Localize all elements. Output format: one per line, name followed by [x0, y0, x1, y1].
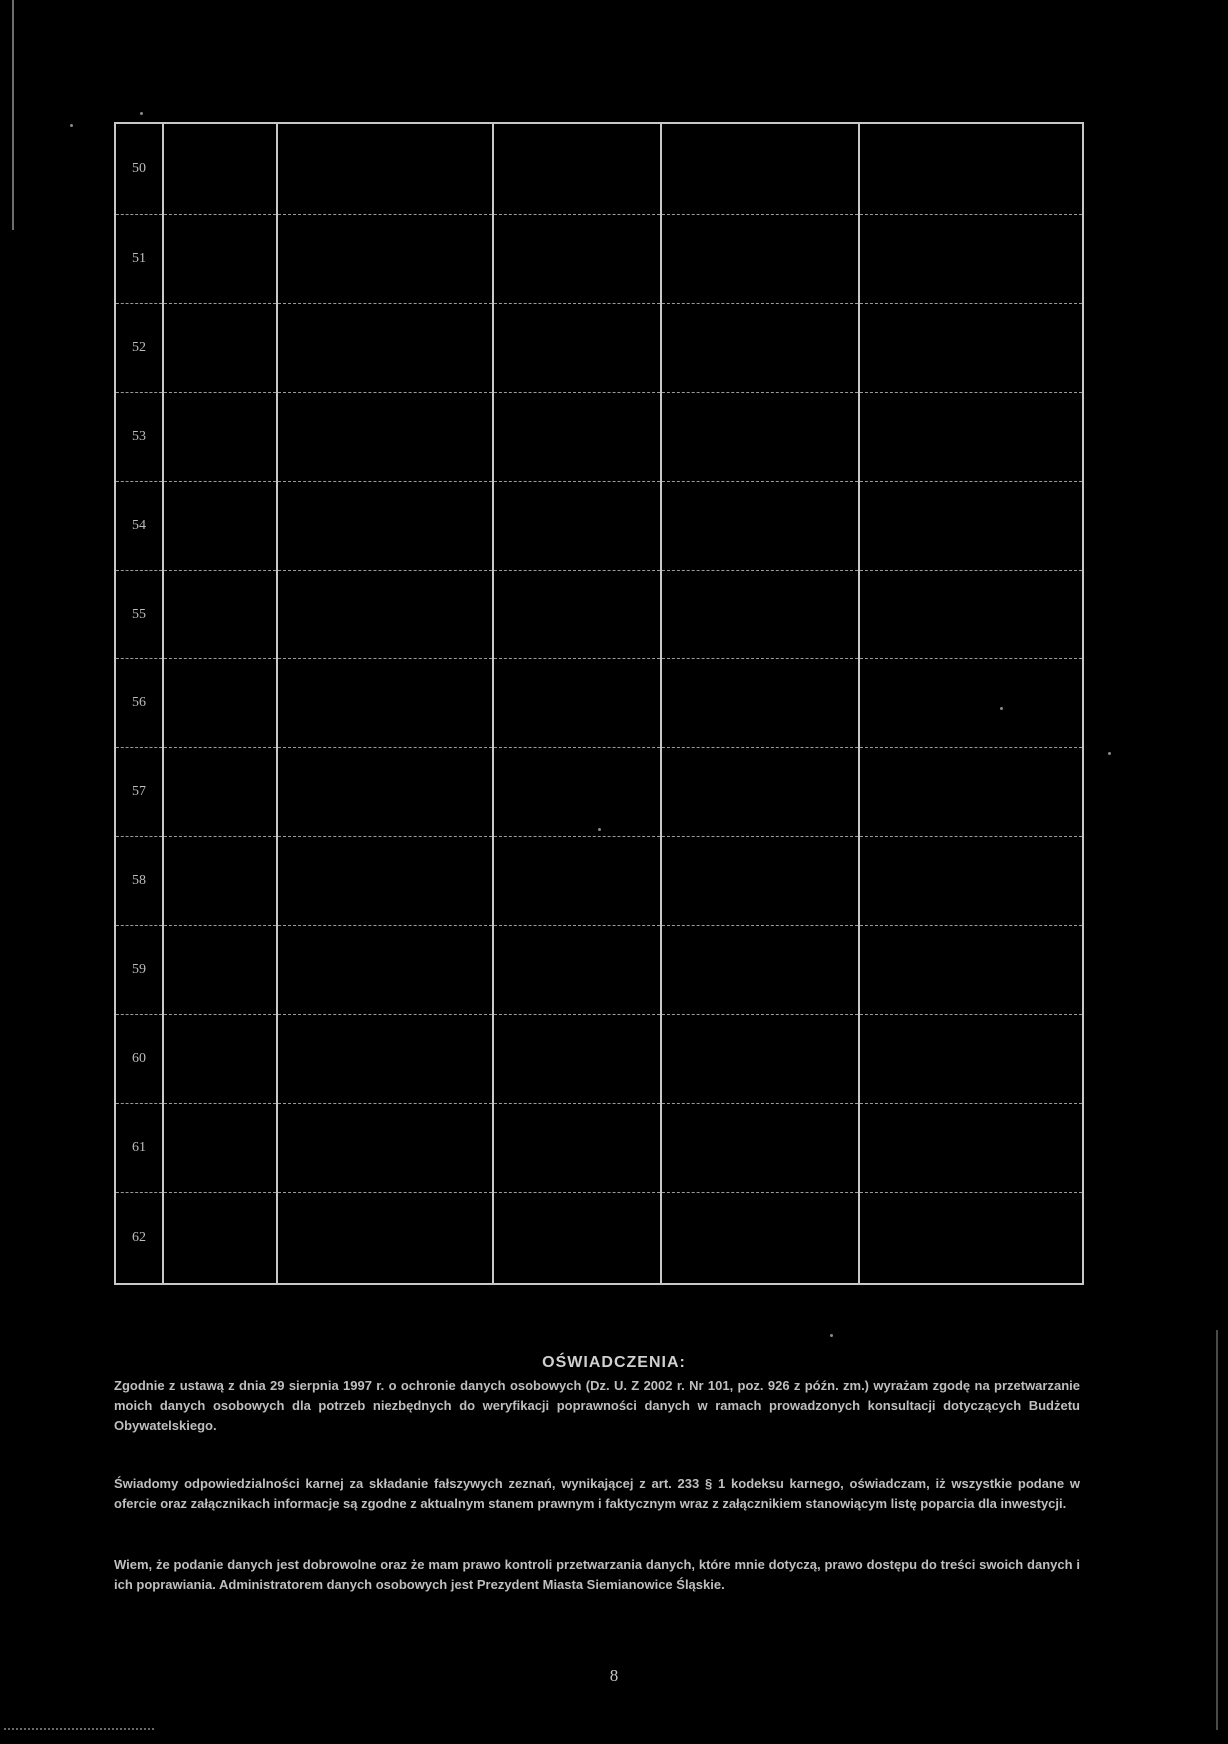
table-cell [277, 123, 493, 215]
scan-speck [1108, 752, 1111, 755]
row-number: 54 [115, 481, 163, 570]
table-cell [163, 926, 277, 1015]
table-cell [277, 570, 493, 659]
scan-speck [830, 1334, 833, 1337]
table-cell [661, 570, 859, 659]
table-cell [859, 837, 1083, 926]
table-cell [661, 1015, 859, 1104]
row-number: 55 [115, 570, 163, 659]
row-number: 56 [115, 659, 163, 748]
scan-speck [140, 112, 143, 115]
table-row [115, 215, 1083, 304]
table-cell [163, 570, 277, 659]
table-cell [277, 303, 493, 392]
table-cell [163, 837, 277, 926]
table-cell [277, 1192, 493, 1284]
table-cell [493, 659, 661, 748]
table-cell [493, 303, 661, 392]
row-number: 52 [115, 303, 163, 392]
table-cell [163, 123, 277, 215]
page-number: 8 [609, 1666, 619, 1685]
table-row [115, 1192, 1083, 1284]
table-cell [493, 215, 661, 304]
table-cell [859, 926, 1083, 1015]
row-number: 62 [115, 1192, 163, 1284]
table-cell [277, 481, 493, 570]
row-number: 58 [115, 837, 163, 926]
table-cell [493, 481, 661, 570]
table-cell [859, 123, 1083, 215]
table-cell [163, 659, 277, 748]
scan-speck [70, 124, 73, 127]
table-cell [661, 481, 859, 570]
table-cell [661, 215, 859, 304]
table-cell [493, 748, 661, 837]
table-cell [859, 570, 1083, 659]
table-row [115, 748, 1083, 837]
table-row [115, 1103, 1083, 1192]
statement-data-rights: Wiem, że podanie danych jest dobrowolne oraz że mam prawo kontroli przetwarzania danych, które mnie dotyczą, prawo dostępu do treści swoich danych i ich poprawiania. Administratorem danych osobowych jest Prezydent Miasta Siemianowice Śląskie. [114, 1557, 1080, 1592]
table-row [115, 303, 1083, 392]
row-number: 53 [115, 392, 163, 481]
statement-liability: Świadomy odpowiedzialności karnej za składanie fałszywych zeznań, wynikającej z art. 233 § 1 kodeksu karnego, oświadczam, iż wszystkie podane w ofercie oraz załącznikach informacje są zgodne z aktualnym stanem prawnym i faktycznym wraz z załącznikiem stanowiącym listę poparcia dla inwestycji. [114, 1476, 1080, 1511]
signature-grid [114, 122, 1084, 1285]
table-cell [493, 123, 661, 215]
table-cell [493, 392, 661, 481]
table-cell [859, 1015, 1083, 1104]
table-cell [661, 837, 859, 926]
statements-title: OŚWIADCZENIA: [542, 1354, 686, 1371]
table-row [115, 481, 1083, 570]
table-cell [661, 1103, 859, 1192]
table-cell [277, 1103, 493, 1192]
table-cell [277, 748, 493, 837]
table-cell [661, 123, 859, 215]
row-number: 51 [115, 215, 163, 304]
table-cell [277, 392, 493, 481]
table-cell [859, 303, 1083, 392]
table-cell [859, 215, 1083, 304]
table-cell [277, 1015, 493, 1104]
table-row [115, 123, 1083, 215]
table-cell [163, 1103, 277, 1192]
table-cell [661, 1192, 859, 1284]
table-cell [859, 481, 1083, 570]
table-cell [493, 1192, 661, 1284]
table-cell [277, 837, 493, 926]
table-cell [163, 481, 277, 570]
table-cell [163, 392, 277, 481]
row-number: 61 [115, 1103, 163, 1192]
table-cell [859, 1192, 1083, 1284]
table-cell [493, 570, 661, 659]
table-cell [163, 1192, 277, 1284]
table-cell [661, 303, 859, 392]
table-row [115, 926, 1083, 1015]
row-number: 59 [115, 926, 163, 1015]
table-cell [493, 926, 661, 1015]
table-cell [277, 215, 493, 304]
table-cell [859, 1103, 1083, 1192]
signature-grid-body [115, 123, 1083, 1284]
table-cell [277, 926, 493, 1015]
table-cell [493, 1103, 661, 1192]
row-number: 57 [115, 748, 163, 837]
table-cell [859, 659, 1083, 748]
table-cell [859, 748, 1083, 837]
statement-data-consent: Zgodnie z ustawą z dnia 29 sierpnia 1997 r. o ochronie danych osobowych (Dz. U. Z 2002 r. Nr 101, poz. 926 z późn. zm.) wyrażam zgodę na przetwarzanie moich danych osobowych dla potrzeb niezbędnych do weryfikacji poprawności danych w ramach prowadzonych konsultacji dotyczących Budżetu Obywatelskiego. [114, 1378, 1080, 1433]
table-cell [163, 215, 277, 304]
table-row [115, 392, 1083, 481]
table-row [115, 570, 1083, 659]
table-cell [277, 659, 493, 748]
table-cell [163, 748, 277, 837]
scan-bottom-dots [4, 1728, 154, 1732]
table-row [115, 837, 1083, 926]
table-cell [661, 926, 859, 1015]
table-cell [859, 392, 1083, 481]
scan-edge-line [12, 0, 14, 230]
table-cell [163, 303, 277, 392]
table-cell [661, 392, 859, 481]
row-number: 50 [115, 123, 163, 215]
row-number: 60 [115, 1015, 163, 1104]
table-row [115, 1015, 1083, 1104]
table-cell [493, 837, 661, 926]
table-cell [661, 659, 859, 748]
table-row [115, 659, 1083, 748]
table-cell [661, 748, 859, 837]
table-cell [493, 1015, 661, 1104]
signature-table [114, 122, 1082, 1285]
table-cell [163, 1015, 277, 1104]
